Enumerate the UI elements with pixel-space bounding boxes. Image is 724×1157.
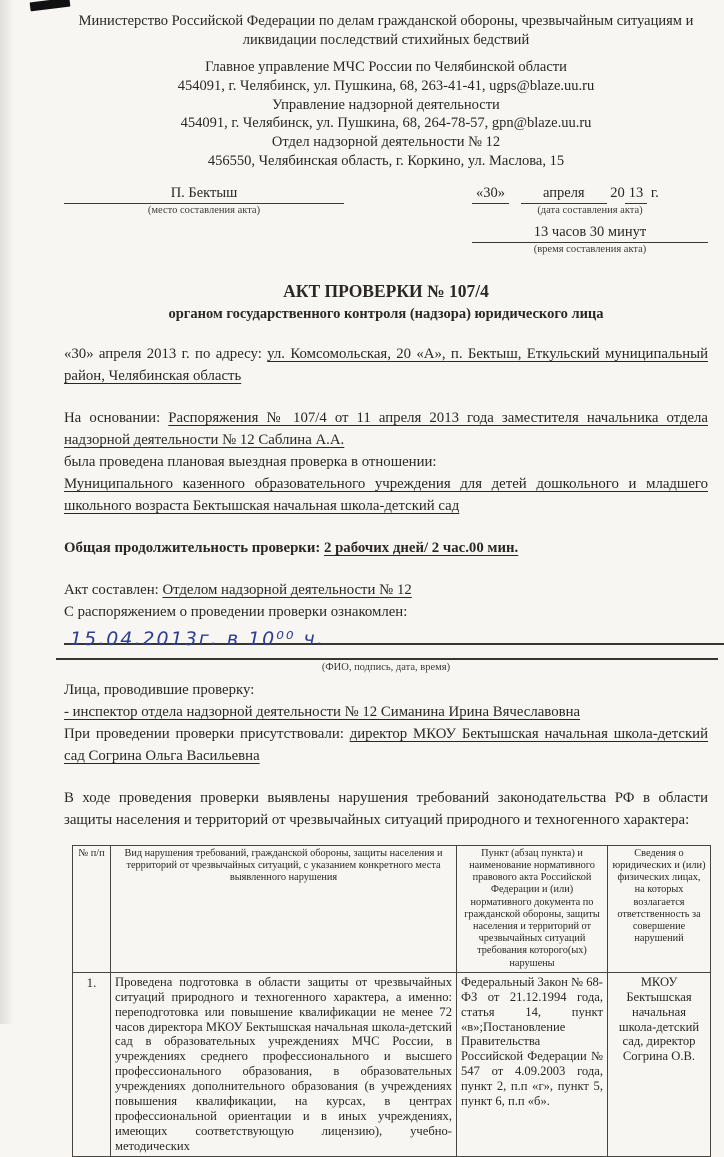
table-row <box>73 972 711 1156</box>
date-suffix: г. <box>650 184 659 201</box>
legal-basis-text: Федеральный Закон № 68-ФЗ от 21.12.1994 года, статья 14, пункт «в»;Постановление Правительства Российской Федерации № 547 от 4.09.2003 года, пункт 2, п.п «г», пункт 5, пункт 6, п.п «б». <box>457 972 608 1156</box>
place-date-row <box>64 185 708 255</box>
inspector-name: - инспектор отдела надзорной деятельности № 12 Симанина Ирина Вячеславовна <box>64 703 581 720</box>
signature-line <box>56 658 718 660</box>
signature-caption: (ФИО, подпись, дата, время) <box>321 661 451 673</box>
date-day: «30» <box>472 185 509 204</box>
ministry-name: Министерство Российской Федерации по делам гражданской обороны, чрезвычайным ситуациям и ликвидации последствий стихийных бедствий <box>78 13 694 48</box>
table-header-legal-basis: Пункт (абзац пункта) и наименование нормативного правового акта Российской Федерации и (или) нормативного документа по гражданской обороны, защиты населения и территорий от чрезвычайных ситуаций требования которого(ых) нарушены <box>457 845 608 972</box>
org-contact-line: 456550, Челябинская область, г. Коркино, ул. Маслова, 15 <box>207 152 565 169</box>
handwritten-note: 15.04.2013г. в 10⁰⁰ ч. <box>70 627 325 650</box>
duration-value: 2 рабочих дней/ 2 час.00 мин. <box>323 539 519 556</box>
row-number: 1. <box>73 972 111 1156</box>
act-composed-label: Акт составлен: <box>64 581 163 598</box>
basis-order: Распоряжения № 107/4 от 11 апреля 2013 года заместителя начальника отдела надзорной деятельности № 12 Саблина А.А. <box>64 409 708 448</box>
place-caption: (место составления акта) <box>147 204 261 216</box>
table-header-violation: Вид нарушения требований, гражданской обороны, защиты населения и территорий от чрезвычайных ситуаций, с указанием конкретного места выявленного нарушения <box>111 845 457 972</box>
org-contact-line: Отдел надзорной деятельности № 12 <box>271 134 501 151</box>
org-contact-line: Управление надзорной деятельности <box>272 96 500 113</box>
act-composed-paragraph <box>64 579 708 623</box>
present-person: директор МКОУ Бектышская начальная школа-детский сад Согрина Ольга Васильевна <box>64 725 708 764</box>
inspection-address: ул. Комсомольская, 20 «А», п. Бектыш, Еткульский муниципальный район, Челябинская область <box>64 345 709 384</box>
duration-paragraph <box>64 537 708 559</box>
intro-prefix: «30» апреля 2013 г. по адресу: <box>64 345 268 362</box>
time-caption: (время составления акта) <box>533 243 647 255</box>
intro-paragraph <box>64 343 708 387</box>
basis-conducted: была проведена плановая выездная проверка в отношении: <box>64 453 437 470</box>
inspectors-paragraph <box>64 679 708 767</box>
signature-area <box>64 625 708 673</box>
place-block <box>64 185 344 255</box>
org-contact-line: 454091, г. Челябинск, ул. Пушкина, 68, 264-78-57, gpn@blaze.uu.ru <box>180 115 592 132</box>
org-contact-line: Главное управление МЧС России по Челябинской области <box>205 59 567 75</box>
basis-label: На основании: <box>64 409 169 426</box>
date-block <box>472 185 708 255</box>
date-line <box>472 185 708 204</box>
place-value: П. Бектыш <box>64 185 344 204</box>
date-month: апреля <box>521 185 607 204</box>
inspected-entity: Муниципального казенного образовательного учреждения для детей дошкольного и младшего школьного возраста Бектышская начальная школа-детский сад <box>64 475 708 514</box>
document-header <box>64 12 708 171</box>
date-year-prefix: 20 <box>610 184 625 201</box>
acquainted-label: С распоряжением о проведении проверки ознакомлен: <box>64 603 408 620</box>
act-subtitle: органом государственного контроля (надзора) юридического лица <box>168 305 604 322</box>
violation-text: Проведена подготовка в области защиты от чрезвычайных ситуаций природного и техногенного характера, а именно: переподготовка или повышение квалификации не менее 72 часов директора МКОУ Бектышская начальная школа-детский сад в образовательных учреждениях МЧС России, в учреждениях среднего профессионального и высшего профессионального образования, в образовательных учреждениях дополнительного образования (в учреждениях повышения квалификации, на курсах, в центрах профессиональной ориентации и в иных учреждениях, имеющих соответствующую лицензию), учебно-методических <box>111 972 457 1156</box>
table-header-responsible: Сведения о юридических и (или) физических лицах, на которых возлагается ответственность за совершение нарушений <box>608 845 711 972</box>
inspectors-label: Лица, проводившие проверку: <box>64 681 255 698</box>
org-contacts-block <box>64 58 708 171</box>
time-value: 13 часов 30 минут <box>472 224 708 243</box>
violations-table <box>72 845 711 1157</box>
act-composed-value: Отделом надзорной деятельности № 12 <box>162 581 412 598</box>
responsible-text: МКОУ Бектышская начальная школа-детский сад, директор Согрина О.В. <box>608 972 711 1156</box>
date-caption: (дата составления акта) <box>537 204 643 216</box>
date-year: 13 <box>625 185 648 204</box>
table-header-row <box>73 845 711 972</box>
act-title: АКТ ПРОВЕРКИ № 107/4 <box>283 280 489 301</box>
table-header-num: № п/п <box>73 845 111 972</box>
present-label: При проведении проверки присутствовали: <box>64 725 350 742</box>
findings-intro: В ходе проведения проверки выявлены нарушения требований законодательства РФ в области защиты населения и территорий от чрезвычайных ситуаций природного и техногенного характера: <box>64 789 708 828</box>
org-contact-line: 454091, г. Челябинск, ул. Пушкина, 68, 263-41-41, ugps@blaze.uu.ru <box>177 77 595 94</box>
basis-paragraph <box>64 407 708 517</box>
duration-label: Общая продолжительность проверки: <box>64 539 324 556</box>
